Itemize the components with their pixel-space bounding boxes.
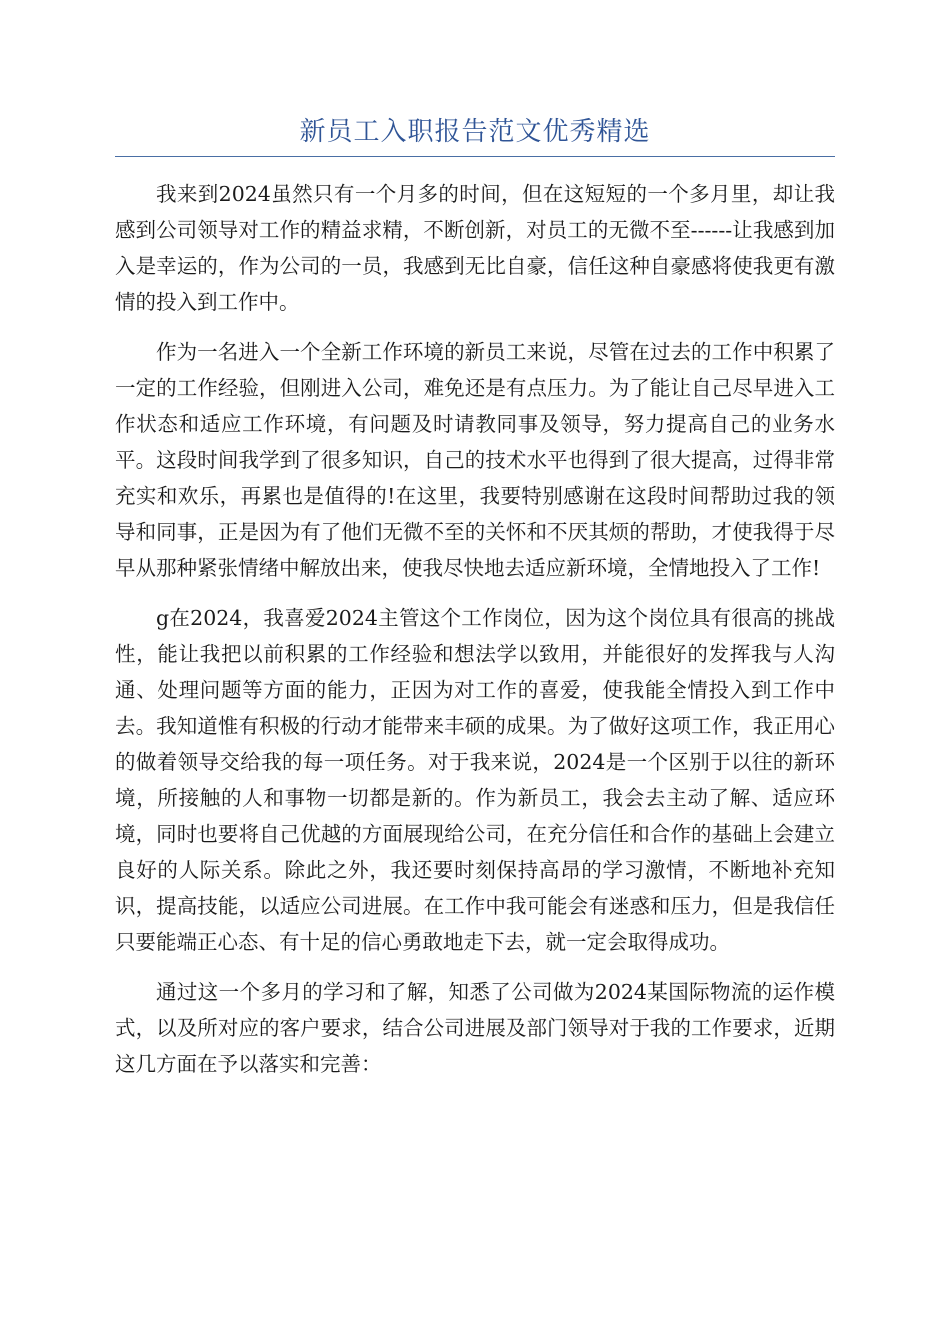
paragraph-2: 作为一名进入一个全新工作环境的新员工来说，尽管在过去的工作中积累了一定的工作经验，但刚进入公司，难免还是有点压力。为了能让自己尽早进入工作状态和适应工作环境，有问题及时请教同事及领导，努力提高自己的业务水平。这段时间我学到了很多知识，自己的技术水平也得到了很大提高，过得非常充实和欢乐，再累也是值得的!在这里，我要特别感谢在这段时间帮助过我的领导和同事，正是因为有了他们无微不至的关怀和不厌其烦的帮助，才使我得于尽早从那种紧张情绪中解放出来，使我尽快地去适应新环境，全情地投入了工作! [115, 340, 835, 580]
paragraph-1: 我来到2024虽然只有一个月多的时间，但在这短短的一个多月里，却让我感到公司领导对工作的精益求精，不断创新，对员工的无微不至------让我感到加入是幸运的，作为公司的一员，我感到无比自豪，信任这种自豪感将使我更有激情的投入到工作中。 [115, 182, 835, 314]
document-body [115, 176, 835, 1096]
paragraph-4: 通过这一个多月的学习和了解，知悉了公司做为2024某国际物流的运作模式，以及所对应的客户要求，结合公司进展及部门领导对于我的工作要求，近期这几方面在予以落实和完善： [115, 980, 835, 1076]
paragraph-3: g在2024，我喜爱2024主管这个工作岗位，因为这个岗位具有很高的挑战性，能让我把以前积累的工作经验和想法学以致用，并能很好的发挥我与人沟通、处理问题等方面的能力，正因为对工作的喜爱，使我能全情投入到工作中去。我知道惟有积极的行动才能带来丰硕的成果。为了做好这项工作，我正用心的做着领导交给我的每一项任务。对于我来说，2024是一个区别于以往的新环境，所接触的人和事物一切都是新的。作为新员工，我会去主动了解、适应环境，同时也要将自己优越的方面展现给公司，在充分信任和合作的基础上会建立良好的人际关系。除此之外，我还要时刻保持高昂的学习激情，不断地补充知识，提高技能，以适应公司进展。在工作中我可能会有迷惑和压力，但是我信任只要能端正心态、有十足的信心勇敢地走下去，就一定会取得成功。 [115, 606, 835, 954]
title-block [115, 112, 835, 157]
document-title: 新员工入职报告范文优秀精选 [299, 117, 651, 147]
